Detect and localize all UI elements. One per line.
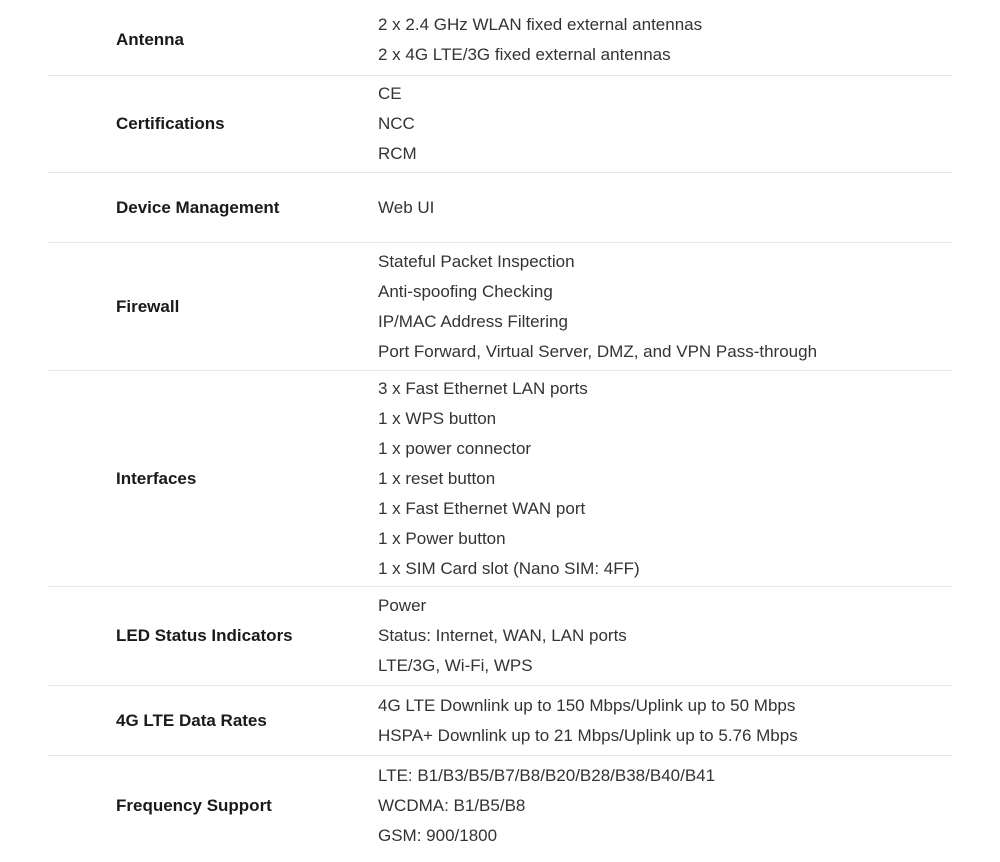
spec-value: RCM — [378, 144, 417, 163]
spec-row-led-status — [48, 587, 952, 686]
spec-label: Device Management — [116, 197, 280, 217]
spec-row-certifications — [48, 76, 952, 173]
spec-value: 2 x 2.4 GHz WLAN fixed external antennas — [378, 14, 703, 34]
spec-values — [378, 10, 952, 70]
spec-value: 4G LTE Downlink up to 150 Mbps/Uplink up to 50 Mbps — [378, 695, 796, 715]
spec-value: CE — [378, 84, 402, 103]
spec-value: Stateful Packet Inspection — [378, 251, 575, 271]
spec-row-interfaces — [48, 371, 952, 587]
spec-values — [378, 193, 952, 223]
spec-value: Web UI — [378, 197, 435, 217]
spec-value: HSPA+ Downlink up to 21 Mbps/Uplink up to 5.76 Mbps — [378, 725, 798, 745]
spec-value: 1 x SIM Card slot (Nano SIM: 4FF) — [378, 558, 640, 578]
spec-label: Antenna — [116, 29, 184, 49]
spec-value: NCC — [378, 114, 415, 133]
spec-values — [378, 247, 952, 367]
spec-row-lte-data-rates — [48, 686, 952, 756]
spec-value: Port Forward, Virtual Server, DMZ, and VPN Pass-through — [378, 341, 818, 361]
spec-label: Certifications — [116, 114, 225, 133]
spec-label: Frequency Support — [116, 796, 272, 815]
spec-label: 4G LTE Data Rates — [116, 710, 267, 730]
spec-label: LED Status Indicators — [116, 626, 293, 645]
spec-value: 2 x 4G LTE/3G fixed external antennas — [378, 44, 671, 64]
spec-value: 1 x reset button — [378, 468, 496, 488]
spec-values — [378, 374, 952, 584]
spec-value: 1 x power connector — [378, 438, 532, 458]
spec-value: LTE/3G, Wi-Fi, WPS — [378, 656, 533, 675]
spec-row-device-management — [48, 173, 952, 243]
spec-label: Interfaces — [116, 468, 197, 488]
spec-value: 1 x WPS button — [378, 408, 497, 428]
spec-row-frequency-support — [48, 756, 952, 856]
spec-row-antenna — [48, 0, 952, 76]
spec-value: Power — [378, 596, 427, 615]
spec-values — [378, 591, 952, 681]
spec-value: 1 x Fast Ethernet WAN port — [378, 498, 586, 518]
spec-label: Firewall — [116, 296, 180, 316]
spec-values — [378, 761, 952, 851]
spec-table — [48, 0, 952, 856]
spec-values — [378, 79, 952, 169]
spec-values — [378, 691, 952, 751]
spec-value: 3 x Fast Ethernet LAN ports — [378, 378, 588, 398]
spec-value: WCDMA: B1/B5/B8 — [378, 796, 526, 815]
spec-value: Status: Internet, WAN, LAN ports — [378, 626, 627, 645]
spec-value: GSM: 900/1800 — [378, 826, 498, 845]
spec-row-firewall — [48, 243, 952, 371]
spec-value: Anti-spoofing Checking — [378, 281, 553, 301]
spec-value: LTE: B1/B3/B5/B7/B8/B20/B28/B38/B40/B41 — [378, 766, 716, 785]
spec-value: 1 x Power button — [378, 528, 506, 548]
spec-value: IP/MAC Address Filtering — [378, 311, 568, 331]
